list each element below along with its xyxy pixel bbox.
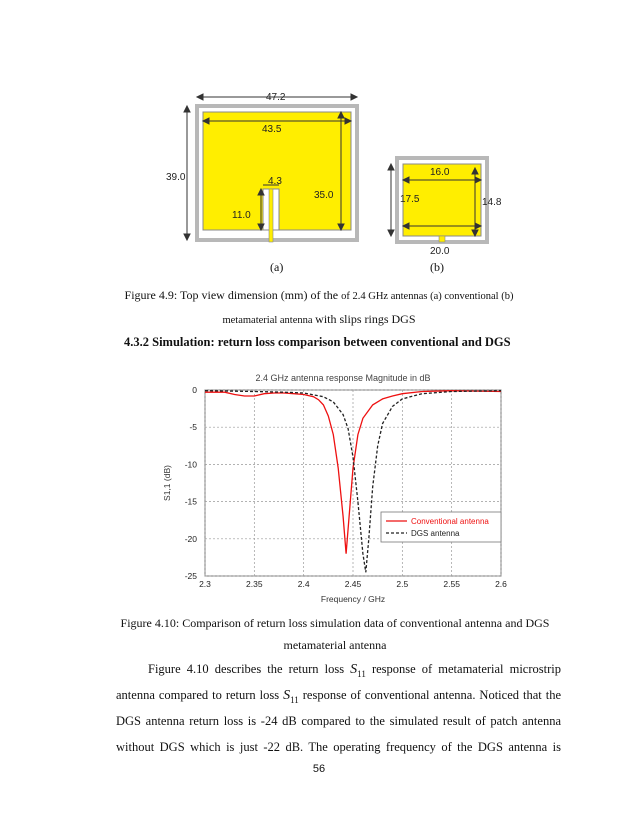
return-loss-chart bbox=[150, 366, 530, 612]
paragraph-line-1: Figure 4.10 describes the return loss $S_{11}$ response of metamaterial microstrip bbox=[148, 662, 561, 679]
dim-slot-length: 11.0 bbox=[232, 210, 251, 221]
x-tick-label: 2.3 bbox=[199, 579, 211, 589]
y-tick-label: -15 bbox=[184, 496, 197, 507]
antenna-b-feed bbox=[439, 236, 445, 242]
x-tick-label: 2.4 bbox=[297, 579, 310, 589]
dim-b-patch-width: 16.0 bbox=[430, 167, 450, 178]
antenna-a-feed bbox=[269, 189, 273, 242]
dim-outer-height: 39.0 bbox=[166, 172, 186, 183]
dim-b-substrate-width: 20.0 bbox=[430, 246, 450, 257]
figure-49-caption: Figure 4.9: Top view dimension (mm) of the of 2.4 GHz antennas (a) conventional (b) metamaterial antenna with slips rings DGS bbox=[124, 288, 514, 326]
label-b: (b) bbox=[430, 260, 444, 274]
label-a: (a) bbox=[270, 260, 284, 274]
y-tick-label: 0 bbox=[192, 385, 197, 395]
x-tick-label: 2.5 bbox=[396, 579, 409, 589]
dim-b-left-height: 17.5 bbox=[400, 194, 420, 205]
dim-b-right-height: 14.8 bbox=[482, 197, 502, 208]
x-tick-label: 2.55 bbox=[443, 579, 460, 589]
paragraph-line-4: without DGS which is just -22 dB. The operating frequency of the DGS antenna is bbox=[116, 740, 561, 754]
legend-entry: Conventional antenna bbox=[411, 517, 489, 526]
dim-inner-height: 35.0 bbox=[314, 190, 334, 201]
dim-feed-gap: 4.3 bbox=[268, 176, 282, 187]
figure-410-caption: Figure 4.10: Comparison of return loss simulation data of conventional antenna and DGS metamaterial antenna bbox=[120, 616, 550, 652]
dim-inner-width: 43.5 bbox=[262, 124, 282, 135]
x-tick-label: 2.45 bbox=[344, 579, 362, 589]
paragraph-line-2: antenna compared to return loss $S_{11}$ response of conventional antenna. Noticed that the bbox=[116, 688, 561, 705]
antenna-diagram bbox=[175, 88, 520, 283]
legend-entry: DGS antenna bbox=[411, 529, 460, 538]
y-tick-label: -10 bbox=[184, 459, 197, 470]
chart-title: 2.4 GHz antenna response Magnitude in dB bbox=[255, 373, 431, 383]
y-axis-label: S1,1 (dB) bbox=[162, 465, 172, 501]
page-number: 56 bbox=[312, 763, 326, 775]
y-tick-label: -25 bbox=[184, 571, 197, 581]
x-tick-label: 2.35 bbox=[246, 579, 263, 589]
y-tick-label: -20 bbox=[184, 533, 197, 544]
x-tick-label: 2.6 bbox=[495, 579, 507, 589]
x-axis-label: Frequency / GHz bbox=[320, 594, 386, 604]
paragraph-line-3: DGS antenna return loss is -24 dB compared to the simulated result of patch antenna bbox=[116, 714, 561, 728]
y-tick-label: -5 bbox=[189, 422, 197, 433]
section-heading: 4.3.2 Simulation: return loss comparison between conventional and DGS bbox=[124, 335, 511, 349]
dim-outer-width: 47.2 bbox=[266, 92, 286, 103]
